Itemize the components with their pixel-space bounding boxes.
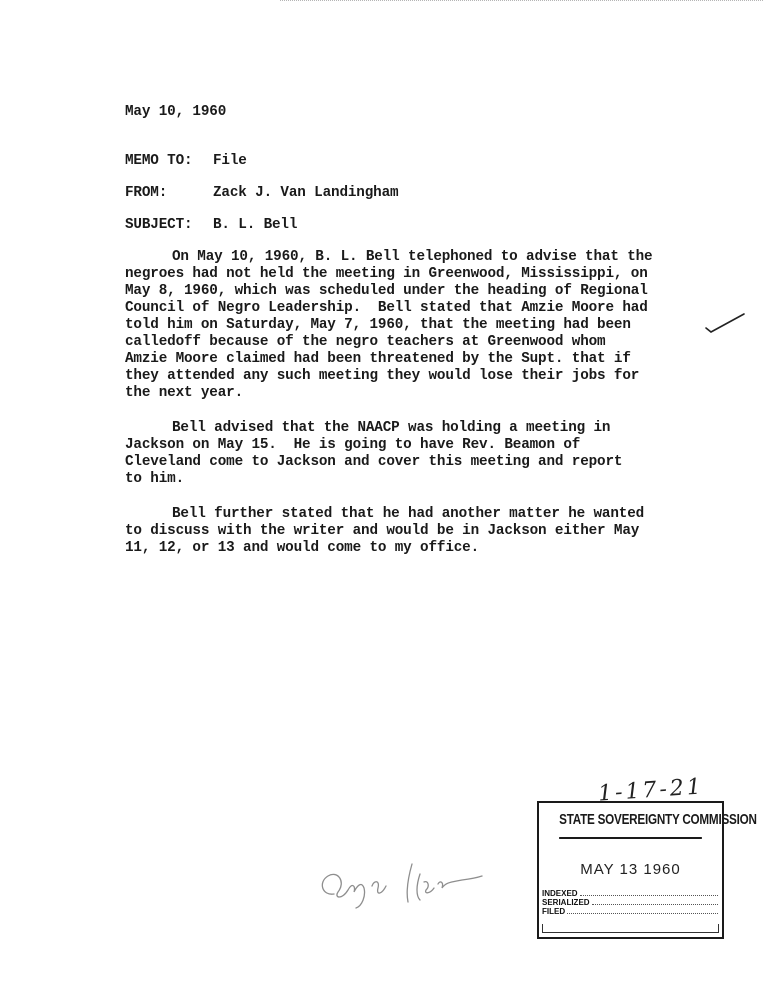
stamp-field-label: SERIALIZED [542, 898, 590, 907]
memo-document [125, 104, 705, 575]
commission-stamp [537, 801, 757, 939]
memo-date: May 10, 1960 [125, 104, 227, 120]
paragraph-line: the next year. [125, 385, 244, 401]
stamp-bottom-border [542, 924, 719, 933]
paragraph-line: 11, 12, or 13 and would come to my office. [125, 540, 480, 556]
paragraph-line: they attended any such meeting they would lose their jobs for [125, 368, 640, 384]
memo-from-row [125, 185, 705, 202]
stamp-fields [542, 889, 718, 916]
memo-to-row [125, 153, 705, 170]
paragraph-line: told him on Saturday, May 7, 1960, that the meeting had been [125, 317, 631, 333]
stamp-field-indexed [542, 889, 718, 898]
stamp-field-filed [542, 907, 718, 916]
paragraph-line: Bell advised that the NAACP was holding a meeting in [172, 420, 611, 436]
stamp-field-serialized [542, 898, 718, 907]
stamp-field-label: INDEXED [542, 889, 578, 898]
memo-from-value: Zack J. Van Landingham [213, 185, 399, 201]
stamp-field-dots [567, 913, 718, 914]
stamp-header: STATE SOVEREIGNTY COMMISSION [559, 803, 702, 839]
paragraph-line: to him. [125, 471, 185, 487]
paragraph-line: Bell further stated that he had another matter he wanted [172, 506, 645, 522]
paragraph-3 [125, 506, 705, 557]
paragraph-1 [125, 249, 705, 402]
paragraph-line: On May 10, 1960, B. L. Bell telephoned to advise that the [172, 249, 653, 265]
paragraph-line: May 8, 1960, which was scheduled under the heading of Regional [125, 283, 648, 299]
memo-from-label: FROM: [125, 185, 168, 201]
stamp-date: MAY 13 1960 [580, 861, 681, 878]
stamp-field-dots [580, 895, 718, 896]
paragraph-line: Cleveland come to Jackson and cover this meeting and report [125, 454, 623, 470]
memo-to-label: MEMO TO: [125, 153, 193, 169]
paragraph-2 [125, 420, 705, 488]
signature-icon [312, 852, 502, 912]
paragraph-line: to discuss with the writer and would be in Jackson either May [125, 523, 640, 539]
paragraph-line: negroes had not held the meeting in Greenwood, Mississippi, on [125, 266, 648, 282]
memo-to-value: File [213, 153, 247, 169]
stamp-field-dots [592, 904, 718, 905]
paragraph-line: Council of Negro Leadership. Bell stated that Amzie Moore had [125, 300, 648, 316]
stamp-field-label: FILED [542, 907, 566, 916]
check-mark-icon [704, 310, 746, 334]
memo-subject-value: B. L. Bell [213, 217, 298, 233]
memo-subject-label: SUBJECT: [125, 217, 193, 233]
handwritten-number: 1-17-21 [597, 774, 705, 807]
paragraph-line: Jackson on May 15. He is going to have Rev. Beamon of [125, 437, 581, 453]
top-dotted-edge [280, 0, 763, 3]
paragraph-line: calledoff because of the negro teachers at Greenwood whom [125, 334, 606, 350]
paragraph-line: Amzie Moore claimed had been threatened by the Supt. that if [125, 351, 631, 367]
memo-subject-row [125, 217, 705, 234]
